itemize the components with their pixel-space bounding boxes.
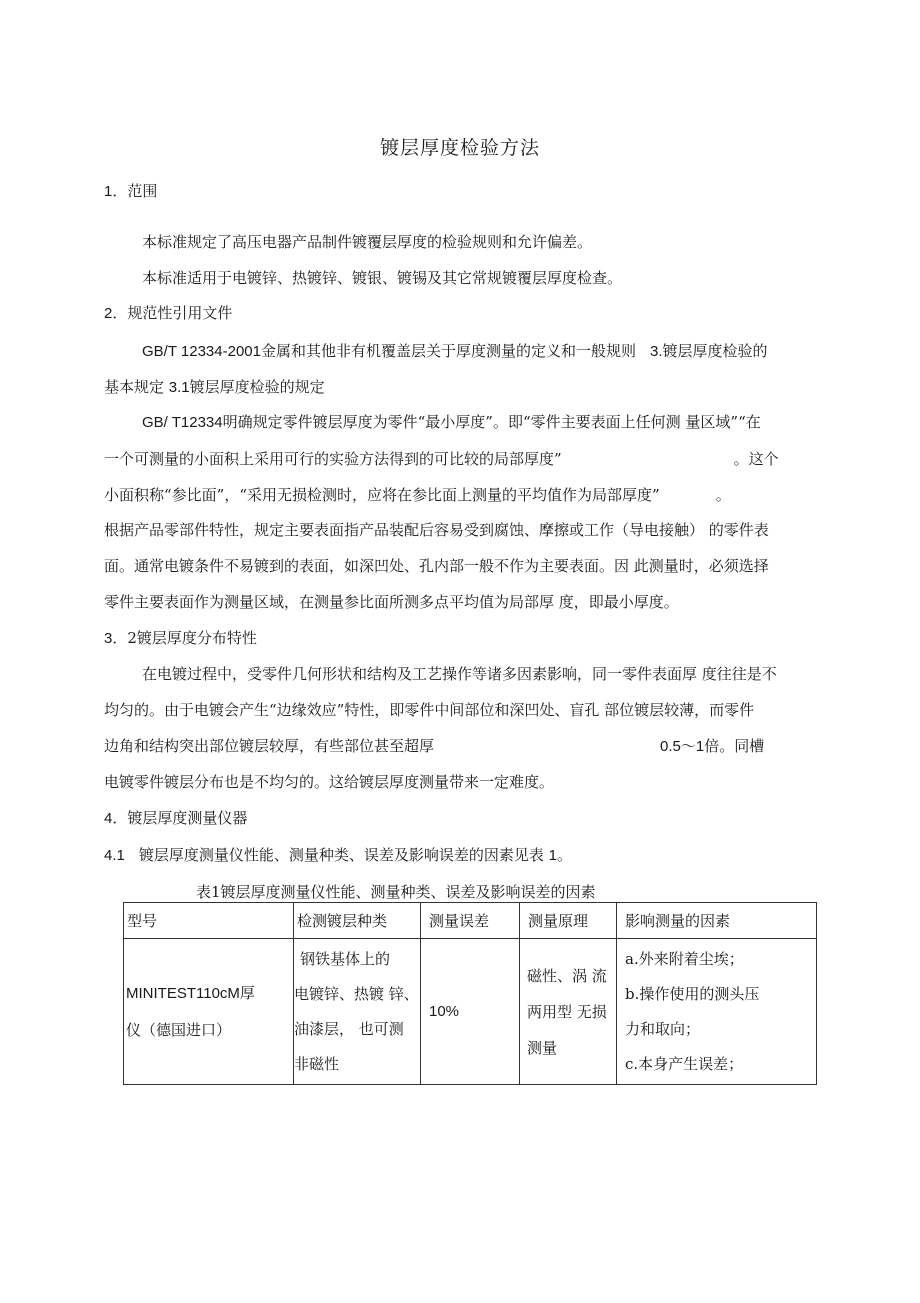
principle-line: 两用型 无损 <box>527 1002 607 1021</box>
paragraph-text: 明确规定零件镀层厚度为零件“最小厚度”。即“零件主要表面上任何测 量区域”“在 <box>222 413 761 431</box>
paragraph-text: 镀层厚度测量仪性能、测量种类、误差及影响误差的因素见表 <box>138 846 549 864</box>
section-32-heading <box>104 628 257 649</box>
principle-line: 磁性、涡 流 <box>527 966 607 985</box>
section-32-paragraph: 均匀的。由于电镀会产生“边缘效应”特性，即零件中间部位和深凹处、盲孔 部位镀层较薄，而零件 <box>104 701 755 719</box>
section-3-heading-text: 基本规定 <box>104 378 169 396</box>
factor-line: c.本身产生误差； <box>625 1054 744 1073</box>
coating-types-cell <box>294 939 421 1085</box>
model-cell <box>124 939 294 1085</box>
section-1-heading: 1．范围 <box>104 183 158 200</box>
factors-cell <box>617 939 817 1085</box>
table-header-cell: 检测镀层种类 <box>294 903 421 939</box>
section-31-paragraph: 根据产品零部件特性，规定主要表面指产品装配后容易受到腐蚀、摩擦或工作（导电接触） 的零件表 <box>104 521 769 539</box>
paragraph-text: 。 <box>715 486 731 504</box>
paragraph-text: 倍。同槽 <box>704 737 765 755</box>
section-1-paragraph: 本标准适用于电镀锌、热镀锌、镀银、镀锡及其它常规镀覆层厚度检查。 <box>142 269 623 287</box>
factor-line: b.操作使用的测头压 <box>625 984 760 1003</box>
section-number: 4.1 <box>104 847 125 864</box>
table-reference: 1 <box>548 847 557 864</box>
table-row <box>124 939 817 1085</box>
paragraph-text: 小面积称“参比面”，“采用无损检测时，应将在参比面上测量的平均值作为局部厚度” <box>104 486 660 504</box>
principle-line: 测量 <box>527 1038 558 1057</box>
section-4-heading <box>104 808 247 829</box>
section-41-paragraph <box>104 845 572 866</box>
paragraph-text: 边角和结构突出部位镀层较厚，有些部位甚至超厚 <box>104 737 435 755</box>
section-32-paragraph <box>104 736 764 757</box>
paragraph-text: 。 <box>556 846 572 864</box>
factor-line: 力和取向； <box>625 1019 701 1038</box>
table-header-row <box>124 903 817 939</box>
coating-type-line: 非磁性 <box>294 1054 340 1073</box>
paragraph-text: 一个可测量的小面积上采用可行的实验方法得到的可比较的局部厚度” <box>104 450 562 468</box>
instrument-table <box>123 902 817 1085</box>
section-31-paragraph: 零件主要表面作为测量区域，在测量参比面所测多点平均值为局部厚 度，即最小厚度。 <box>104 593 679 611</box>
section-31-paragraph <box>104 485 731 505</box>
section-3-heading: 镀层厚度检验的 <box>662 342 768 360</box>
coating-type-line: 电镀锌、热镀 锌、 <box>294 984 419 1003</box>
standard-code: GB/T 12334-2001 <box>142 343 261 360</box>
section-2-paragraph <box>142 341 768 362</box>
section-number: 3. <box>650 343 663 360</box>
section-number: 3.1 <box>168 379 190 396</box>
section-4-heading-text: ．镀层厚度测量仪器 <box>112 809 248 827</box>
standard-title: 金属和其他非有机覆盖层关于厚度测量的定义和一般规则 <box>260 342 636 360</box>
section-number: 4 <box>104 810 113 827</box>
coating-type-line: 油漆层， 也可测 <box>294 1019 404 1038</box>
section-31-paragraph <box>104 449 779 469</box>
table-header-cell: 影响测量的因素 <box>617 903 817 939</box>
error-cell: 10% <box>421 939 520 1085</box>
factor-line: a.外来附着尘埃； <box>625 949 744 968</box>
section-32-paragraph: 在电镀过程中，受零件几何形状和结构及工艺操作等诸多因素影响，同一零件表面厚 度往往是不 <box>142 665 777 683</box>
principle-cell <box>520 939 617 1085</box>
section-31-heading: 镀层厚度检验的规定 <box>189 378 325 396</box>
model-origin: 仪（德国进口） <box>126 1021 232 1039</box>
table-header-cell: 测量原理 <box>520 903 617 939</box>
thickness-range: 0.5〜1 <box>660 738 705 755</box>
table-header-cell: 测量误差 <box>421 903 520 939</box>
table-header-cell: 型号 <box>124 903 294 939</box>
section-number: 3 <box>104 630 113 647</box>
section-32-heading-text: ．2镀层厚度分布特性 <box>112 629 257 647</box>
coating-type-line: 钢铁基体上的 <box>300 949 391 968</box>
section-1-paragraph: 本标准规定了高压电器产品制件镀覆层厚度的检验规则和允许偏差。 <box>142 233 593 251</box>
section-2-heading: 2．规范性引用文件 <box>104 305 233 322</box>
paragraph-text: 。这个 <box>733 450 779 468</box>
section-3-heading <box>104 377 325 398</box>
section-32-paragraph: 电镀零件镀层分布也是不均匀的。这给镀层厚度测量带来一定难度。 <box>104 773 555 791</box>
standard-code: GB/ T12334 <box>142 414 223 431</box>
table-caption: 表1镀层厚度测量仪性能、测量种类、误差及影响误差的因素 <box>196 883 596 901</box>
section-31-paragraph <box>142 412 761 433</box>
section-31-paragraph: 面。通常电镀条件不易镀到的表面，如深凹处、孔内部一般不作为主要表面。因 此测量时，必须选择 <box>104 557 769 575</box>
model-name: MINITEST110cM <box>126 985 240 1002</box>
model-suffix: 厚 <box>239 984 255 1002</box>
page-title: 镀层厚度检验方法 <box>379 137 540 159</box>
